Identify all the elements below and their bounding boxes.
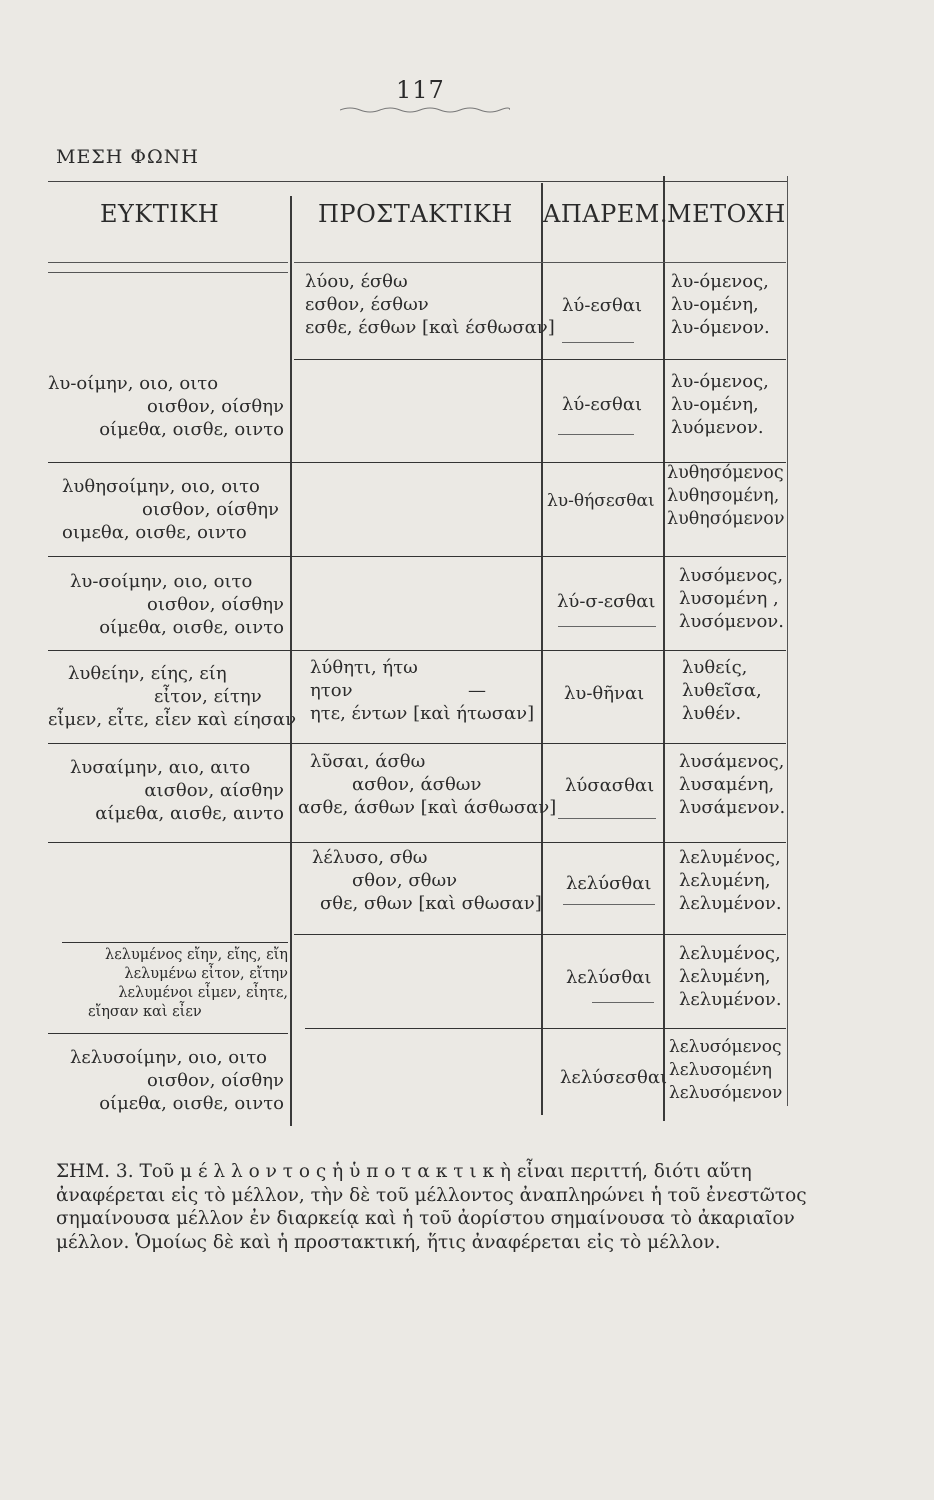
- row-divider: [48, 556, 786, 557]
- imperative-dash: —: [468, 680, 486, 701]
- table-row-3-optative: λυθησοίμην, οιο, οιτο οισθον, οίσθην οιμεθα, οισθε, οιντο: [62, 476, 279, 543]
- table-row-6-participle: λυσάμενος, λυσαμένη, λυσάμενον.: [679, 751, 786, 818]
- table-row-7-infinitive: λελύσθαι: [566, 873, 652, 894]
- row-divider: [48, 1033, 288, 1034]
- table-row-9-participle: λελυσόμενος λελυσομένη λελυσόμενον: [669, 1037, 783, 1103]
- underline-mark: [562, 342, 634, 343]
- table-row-1-imperative: λύου, έσθω εσθον, έσθων εσθε, έσθων [καὶ έσθωσαν]: [305, 271, 555, 338]
- header-imperative: ΠΡΟΣΤΑΚΤΙΚΗ: [318, 200, 513, 228]
- underline-mark: [563, 904, 655, 905]
- table-row-4-participle: λυσόμενος, λυσομένη , λυσόμενον.: [679, 565, 784, 632]
- table-row-2-participle: λυ-όμενος, λυ-ομένη, λυόμενον.: [671, 371, 769, 438]
- table-row-8-optative: λελυμένος εἴην, εἴης, εἴη λελυμένω εἶτον, εἴτην λελυμένοι εἶμεν, εἶητε, εἴησαν καὶ εἶεν: [88, 947, 288, 1020]
- header-underline: [48, 262, 288, 263]
- row-divider: [62, 942, 288, 943]
- table-row-6-infinitive: λύσασθαι: [565, 775, 655, 796]
- table-row-3-infinitive: λυ-θήσεσθαι: [547, 491, 655, 511]
- table-right-edge: [787, 176, 788, 1106]
- table-row-9-infinitive: λελύσεσθαι: [560, 1067, 668, 1088]
- row-divider: [48, 650, 786, 651]
- table-row-5-participle: λυθείς, λυθεῖσα, λυθέν.: [682, 657, 762, 724]
- table-row-9-optative: λελυσοίμην, οιο, οιτο οισθον, οίσθην οίμεθα, οισθε, οιντο: [70, 1047, 284, 1114]
- table-row-7-participle: λελυμένος, λελυμένη, λελυμένον.: [679, 847, 782, 914]
- underline-mark: [558, 626, 656, 627]
- underline-mark: [558, 818, 656, 819]
- column-divider: [663, 176, 665, 1121]
- table-row-5-infinitive: λυ-θῆναι: [564, 683, 645, 704]
- table-row-1-participle: λυ-όμενος, λυ-ομένη, λυ-όμενον.: [671, 271, 770, 338]
- table-row-7-imperative: λέλυσο, σθω σθον, σθων σθε, σθων [καὶ σθωσαν]: [312, 847, 542, 914]
- row-divider: [294, 359, 786, 360]
- table-row-8-participle: λελυμένος, λελυμένη, λελυμένον.: [679, 943, 782, 1010]
- column-divider: [290, 196, 292, 1126]
- header-underline: [294, 262, 786, 263]
- table-row-5-imperative: λύθητι, ήτω ητον ητε, έντων [καὶ ήτωσαν]: [310, 657, 535, 724]
- underline-mark: [558, 434, 634, 435]
- page-number: 117: [396, 76, 445, 104]
- table-row-4-optative: λυ-σοίμην, οιο, οιτο οισθον, οίσθην οίμεθα, οισθε, οιντο: [70, 571, 284, 638]
- table-row-2-optative: λυ-οίμην, οιο, οιτο οισθον, οίσθην οίμεθα, οισθε, οιντο: [48, 373, 284, 440]
- header-optative: ΕΥΚΤΙΚΗ: [100, 200, 220, 228]
- table-row-6-optative: λυσαίμην, αιο, αιτο αισθον, αίσθην αίμεθα, αισθε, αιντο: [70, 757, 284, 824]
- table-row-8-infinitive: λελύσθαι: [566, 967, 652, 988]
- table-row-1-infinitive: λύ-εσθαι: [562, 295, 643, 316]
- footnote: ΣΗΜ. 3. Τοῦ μ έ λ λ ο ν τ ο ς ἡ ὑ π ο τ α κ τ ι κ ὴ εἶναι περιττή, διότι αὕτη ἀναφέρεται εἰς τὸ μέλλον, τὴν δὲ τοῦ μέλλοντος ἀναπληρώνει ἡ τοῦ ἐνεστῶτος σημαίνουσα μέλλον ἐν διαρκείᾳ καὶ ἡ τοῦ ἀορίστου σημαίνουσα τὸ ἀκαριαῖον μέλλον. Ὁμοίως δὲ καὶ ἡ προστακτική, ἥτις ἀναφέρεται εἰς τὸ μέλλον.: [56, 1161, 807, 1253]
- header-infinitive: ΑΠΑΡΕΜ.: [543, 200, 668, 228]
- table-top-rule: [48, 181, 788, 182]
- table-row-3-participle: λυθησόμενος λυθησομένη, λυθησόμενον: [667, 463, 785, 529]
- ornament-rule: [340, 106, 510, 114]
- row-divider: [294, 934, 786, 935]
- header-participle: ΜΕΤΟΧΗ: [667, 200, 786, 228]
- underline-mark: [592, 1002, 654, 1003]
- table-row-6-imperative: λῦσαι, άσθω ασθον, άσθων ασθε, άσθων [καὶ άσθωσαν]: [298, 751, 557, 818]
- section-title: ΜΕΣΗ ΦΩΝΗ: [56, 146, 199, 168]
- row-divider: [48, 743, 786, 744]
- row-divider: [305, 1028, 786, 1029]
- table-row-2-infinitive: λύ-εσθαι: [562, 394, 643, 415]
- row-divider: [48, 842, 786, 843]
- table-row-5-optative: λυθείην, είης, είη εἶτον, είτην εἶμεν, εἶτε, εἶεν καὶ είησαν: [48, 663, 297, 730]
- header-underline: [48, 272, 288, 273]
- table-row-4-infinitive: λύ-σ-εσθαι: [557, 591, 656, 612]
